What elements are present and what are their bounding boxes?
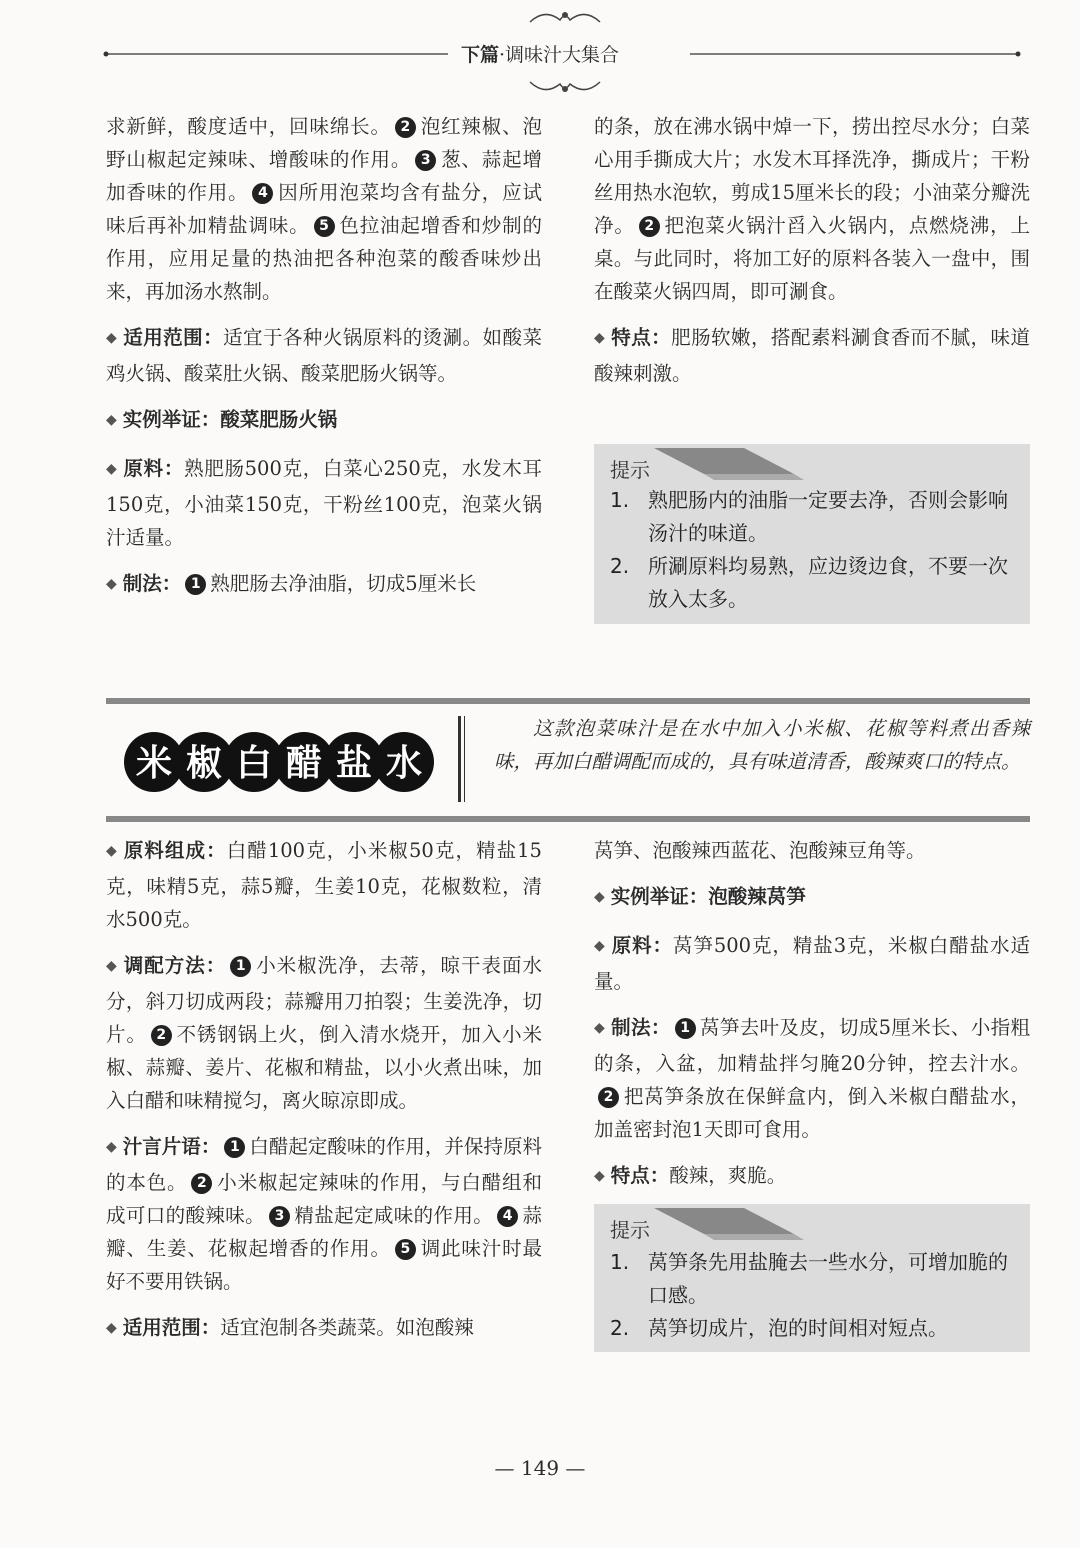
para-composition <box>106 834 542 936</box>
diamond-bullet-icon: ◆ <box>106 412 117 428</box>
tip-text: 熟肥肠内的油脂一定要去净，否则会影响汤汁的味道。 <box>648 488 1008 545</box>
tip-text: 莴笋切成片，泡的时间相对短点。 <box>648 1316 948 1340</box>
diamond-bullet-icon: ◆ <box>594 889 605 905</box>
circled-number: 4 <box>252 183 273 204</box>
circled-number: 1 <box>185 574 206 595</box>
feature-text: 酸辣，爽脆。 <box>669 1164 787 1187</box>
feature-text: 肥肠软嫩，搭配素料涮食香而不腻，味道酸辣刺激。 <box>594 326 1030 385</box>
bottom-left-column <box>106 834 542 1360</box>
tip-item <box>610 1246 1016 1312</box>
ingredients-label: 原料： <box>611 934 673 957</box>
tip-number: 2. <box>610 554 630 578</box>
tip-list <box>610 1246 1016 1345</box>
circled-number: 3 <box>415 150 436 171</box>
circled-number: 1 <box>230 956 251 977</box>
scope-label: 适用范围： <box>123 326 224 349</box>
tip-ribbon-icon <box>594 444 1030 484</box>
example-text: 泡酸辣莴笋 <box>708 885 806 908</box>
example-text: 酸菜肥肠火锅 <box>220 408 338 431</box>
tip-text: 所涮原料均易熟，应边烫边食，不要一次放入太多。 <box>648 554 1008 611</box>
method-text: 熟肥肠去净油脂，切成5厘米长 <box>210 572 477 595</box>
text: 把莴笋条放在保鲜盒内，倒入米椒白醋盐水，加盖密封泡1天即可食用。 <box>594 1085 1030 1141</box>
top-left-column <box>106 110 542 616</box>
section-rule-top <box>106 698 1030 704</box>
composition-label: 原料组成： <box>123 839 227 862</box>
header-title <box>0 40 1080 67</box>
para-notes-cont <box>106 110 542 308</box>
para-feature <box>594 321 1030 390</box>
example-label: 实例举证： <box>122 408 221 431</box>
diamond-bullet-icon: ◆ <box>594 1020 606 1036</box>
para-notes <box>106 1130 542 1298</box>
title-char: 椒 <box>185 743 223 784</box>
diamond-bullet-icon: ◆ <box>106 1139 117 1155</box>
scope-text: 适宜泡制各类蔬菜。如泡酸辣 <box>220 1316 474 1339</box>
tip-item <box>610 550 1016 616</box>
tip-text: 莴笋条先用盐腌去一些水分，可增加脆的口感。 <box>648 1250 1008 1307</box>
circled-number: 2 <box>598 1087 619 1108</box>
para-method-cont <box>594 110 1030 308</box>
header-part: 下篇 <box>460 44 499 66</box>
text: 的条，放在沸水锅中焯一下，捞出控尽水分；白菜心用手撕成大片；水发木耳择洗净，撕成片；干粉丝用热水泡软，剪成15厘米长的段；小油菜分瓣洗净。 <box>594 115 1030 237</box>
feature-label: 特点： <box>610 1164 670 1187</box>
diamond-bullet-icon: ◆ <box>106 461 118 477</box>
text: 莴笋去叶及皮，切成5厘米长、小指粗的条，入盆，加精盐拌匀腌20分钟，控去汁水。 <box>594 1016 1030 1075</box>
notes-label: 汁言片语： <box>122 1135 221 1158</box>
tip-title: 提示 <box>610 458 650 482</box>
text: 不锈钢锅上火，倒入清水烧开，加入小米椒、蒜瓣、姜片、花椒和精盐，以小火煮出味，加入白醋和味精搅匀，离火晾凉即成。 <box>106 1023 542 1112</box>
tip-number: 2. <box>610 1316 630 1340</box>
diamond-bullet-icon: ◆ <box>106 958 118 974</box>
circled-number: 2 <box>191 1173 212 1194</box>
text: 色拉油起增香和炒制的作用，应用足量的热油把各种泡菜的酸香味炒出来，再加汤水熬制。 <box>106 214 542 303</box>
para-scope <box>106 1311 542 1347</box>
diamond-bullet-icon: ◆ <box>594 938 606 954</box>
tip-number: 1. <box>610 1250 630 1274</box>
text: 蒜瓣、生姜、花椒起增香的作用。 <box>106 1204 542 1260</box>
diamond-bullet-icon: ◆ <box>106 330 118 346</box>
title-char: 米 <box>135 743 173 784</box>
text: 小米椒起定辣味的作用，与白醋组和成可口的酸辣味。 <box>106 1171 542 1227</box>
text: 因所用泡菜均含有盐分，应试味后再补加精盐调味。 <box>106 181 542 237</box>
text: 小米椒洗净，去蒂，晾干表面水分，斜刀切成两段；蒜瓣用刀拍裂；生姜洗净，切片。 <box>106 954 542 1046</box>
page-header <box>0 0 1080 100</box>
text: 求新鲜，酸度适中，回味绵长。 <box>106 115 391 138</box>
text: 葱、蒜起增加香味的作用。 <box>106 148 542 204</box>
tip-ribbon-icon <box>594 1204 1030 1244</box>
method-label: 制法： <box>122 572 182 595</box>
tip-item <box>610 484 1016 550</box>
text: 泡红辣椒、泡野山椒起定辣味、增酸味的作用。 <box>106 115 542 171</box>
diamond-bullet-icon: ◆ <box>594 1168 605 1184</box>
preparation-label: 调配方法： <box>123 954 227 977</box>
para-feature <box>594 1159 1030 1195</box>
circled-number: 2 <box>395 117 416 138</box>
tip-item <box>610 1312 1016 1345</box>
diamond-bullet-icon: ◆ <box>106 1320 117 1336</box>
feature-label: 特点： <box>611 326 672 349</box>
section-divider <box>458 716 461 802</box>
top-right-column <box>594 110 1030 403</box>
para-ingredients <box>106 452 542 554</box>
ingredients-text: 熟肥肠500克，白菜心250克，水发木耳150克，小油菜150克，干粉丝100克，泡菜火锅汁适量。 <box>106 457 542 549</box>
page-number: — 149 — <box>494 1456 586 1480</box>
scope-text: 适宜于各种火锅原料的烫涮。如酸菜鸡火锅、酸菜肚火锅、酸菜肥肠火锅等。 <box>106 326 542 385</box>
circled-number: 3 <box>269 1206 290 1227</box>
para-example <box>106 403 542 439</box>
diamond-bullet-icon: ◆ <box>106 576 117 592</box>
circled-number: 5 <box>395 1239 416 1260</box>
circled-number: 5 <box>314 216 335 237</box>
section-divider-thin <box>464 716 465 802</box>
circled-number: 2 <box>639 216 660 237</box>
title-char: 醋 <box>285 743 323 784</box>
para-scope <box>106 321 542 390</box>
circled-number: 1 <box>675 1018 696 1039</box>
text: 调此味汁时最好不要用铁锅。 <box>106 1237 542 1293</box>
text: 精盐起定咸味的作用。 <box>293 1204 494 1227</box>
section-title-badge <box>124 730 436 794</box>
para-example <box>594 880 1030 916</box>
diamond-bullet-icon: ◆ <box>106 843 118 859</box>
title-char: 水 <box>385 743 423 784</box>
tip-number: 1. <box>610 488 630 512</box>
para-method <box>594 1011 1030 1146</box>
section-intro: 这款泡菜味汁是在水中加入小米椒、花椒等料煮出香辣味，再加白醋调配而成的，具有味道清香，酸辣爽口的特点。 <box>494 717 1030 773</box>
ingredients-text: 莴笋500克，精盐3克，米椒白醋盐水适量。 <box>594 934 1030 993</box>
title-char: 白 <box>235 743 273 784</box>
circled-number: 2 <box>151 1025 172 1046</box>
tip-box <box>594 1204 1030 1352</box>
text: 把泡菜火锅汁舀入火锅内，点燃烧沸，上桌。与此同时，将加工好的原料各装入一盘中，围在酸菜火锅四周，即可涮食。 <box>594 214 1030 303</box>
section-rule-bottom <box>106 816 1030 822</box>
circled-number: 1 <box>224 1137 245 1158</box>
example-label: 实例举证： <box>610 885 709 908</box>
tip-title: 提示 <box>610 1218 650 1242</box>
para-ingredients <box>594 929 1030 998</box>
tip-list <box>610 484 1016 616</box>
para-method <box>106 567 542 603</box>
text: 白醋起定酸味的作用，并保持原料的本色。 <box>106 1135 542 1194</box>
method-label: 制法： <box>611 1016 671 1039</box>
diamond-bullet-icon: ◆ <box>594 330 606 346</box>
para-scope-cont: 莴笋、泡酸辣西蓝花、泡酸辣豆角等。 <box>594 839 926 862</box>
scope-label: 适用范围： <box>122 1316 221 1339</box>
title-char: 盐 <box>335 743 373 784</box>
header-dot: · <box>498 44 506 66</box>
bottom-right-column <box>594 834 1030 1208</box>
ingredients-label: 原料： <box>123 457 185 480</box>
composition-text: 白醋100克，小米椒50克，精盐15克，味精5克，蒜5瓣，生姜10克，花椒数粒，清水500克。 <box>106 839 542 931</box>
tip-box <box>594 444 1030 624</box>
circled-number: 4 <box>497 1206 518 1227</box>
section-title <box>124 730 436 794</box>
header-chapter: 调味汁大集合 <box>505 44 620 66</box>
para-preparation <box>106 949 542 1117</box>
